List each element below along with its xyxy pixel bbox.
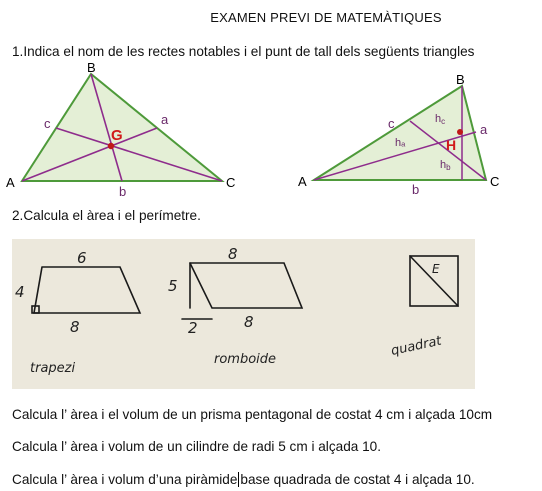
quadrat-side-label: E bbox=[432, 262, 440, 276]
side-a-label: a bbox=[161, 112, 169, 127]
trapezi-name: trapezi bbox=[30, 361, 76, 376]
question-1: 1.Indica el nom de les rectes notables i el punt de tall dels següents triangles bbox=[12, 44, 475, 59]
question-2: 2.Calcula el àrea i el perímetre. bbox=[12, 208, 201, 223]
vertex-c-label: C bbox=[226, 175, 236, 190]
side-c-label: c bbox=[44, 116, 51, 131]
romboide-bottom-label: 8 bbox=[244, 313, 254, 331]
vertex-a-label: A bbox=[6, 175, 15, 190]
side-b-label: b bbox=[119, 184, 127, 198]
romboide-name: romboide bbox=[214, 352, 277, 367]
trapezi-left-label: 4 bbox=[15, 283, 25, 301]
quadrat-name: quadrat bbox=[389, 333, 443, 359]
side-a-label: a bbox=[480, 122, 488, 137]
vertex-b-label: B bbox=[87, 62, 96, 75]
romboide-offset-label: 2 bbox=[188, 319, 198, 337]
centroid-label: G bbox=[111, 127, 123, 144]
trapezi-bottom-label: 8 bbox=[70, 318, 80, 336]
exam-title: EXAMEN PREVI DE MATEMÀTIQUES bbox=[210, 10, 442, 25]
side-b-label: b bbox=[412, 182, 420, 197]
side-c-label: c bbox=[388, 116, 395, 131]
exercise-cylinder: Calcula l’ àrea i volum de un cilindre de radi 5 cm i alçada 10. bbox=[12, 439, 381, 454]
exercise-pyramid-part1: Calcula l’ àrea i volum d’una piràmide bbox=[12, 472, 238, 487]
altitude-ha-label: hₐ bbox=[395, 137, 406, 149]
orthocenter-point bbox=[457, 129, 463, 135]
handwritten-shapes-board bbox=[12, 239, 475, 389]
altitude-hb-label: hb bbox=[440, 159, 451, 172]
trapezi-top-label: 6 bbox=[77, 249, 87, 267]
exercise-pyramid bbox=[12, 472, 475, 487]
romboide-height-label: 5 bbox=[168, 277, 178, 295]
exercise-prism: Calcula l’ àrea i el volum de un prisma pentagonal de costat 4 cm i alçada 10cm bbox=[12, 407, 493, 422]
vertex-a-label: A bbox=[298, 174, 307, 189]
altitude-hc-label: hc bbox=[435, 113, 446, 126]
exercise-pyramid-part2: base quadrada de costat 4 i alçada 10. bbox=[240, 472, 475, 487]
orthocenter-label: H bbox=[446, 137, 457, 153]
romboide-top-label: 8 bbox=[228, 245, 238, 263]
vertex-b-label: B bbox=[456, 72, 465, 87]
triangle-centroid-figure bbox=[4, 62, 244, 198]
triangle-orthocenter-figure bbox=[290, 72, 512, 198]
vertex-c-label: C bbox=[490, 174, 500, 189]
